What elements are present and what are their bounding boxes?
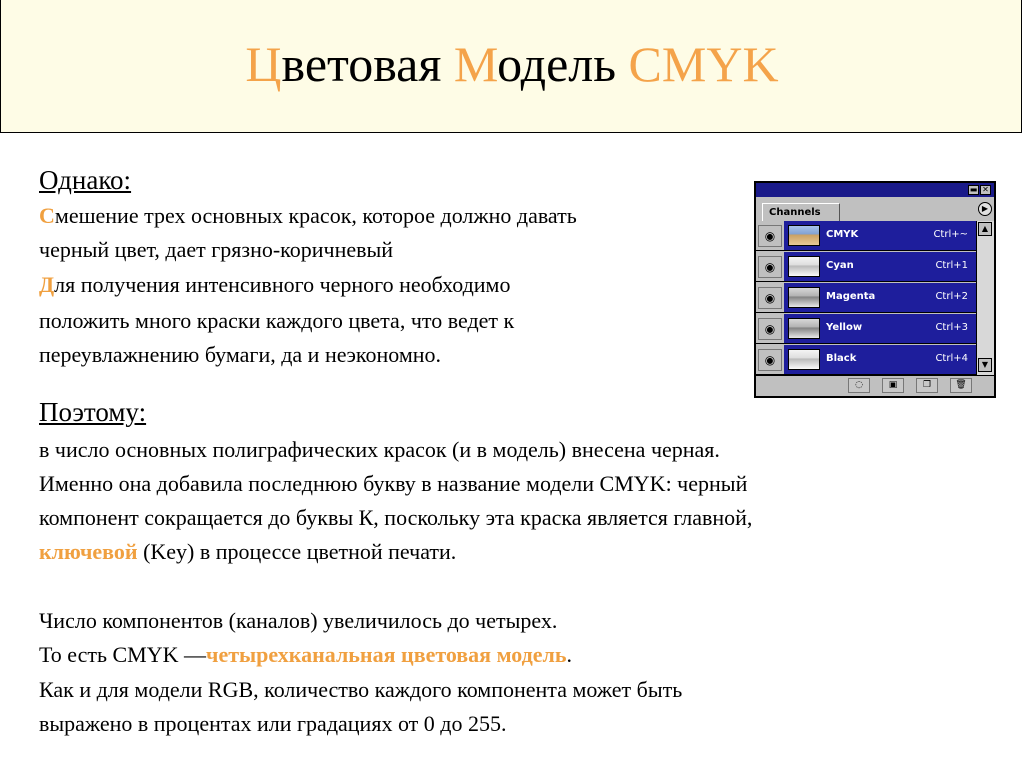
- save-selection-as-channel-icon[interactable]: ▣: [882, 378, 904, 393]
- channel-name: Yellow: [826, 322, 863, 333]
- section2-line6-end: .: [566, 642, 573, 667]
- channel-row-black[interactable]: [756, 345, 976, 375]
- minimize-icon[interactable]: ▬: [969, 185, 978, 194]
- channel-shortcut: Ctrl+~: [933, 229, 968, 240]
- section2-line8: выражено в процентах или градациях от 0 до 255.: [39, 711, 507, 736]
- channel-selection: [784, 221, 976, 250]
- section2-line1: в число основных полиграфических красок (и в модель) внесена черная.: [39, 437, 720, 462]
- channel-thumbnail: [788, 318, 820, 339]
- section2-line6-start: То есть CMYK —: [39, 642, 207, 667]
- panel-bottom-bar: [756, 375, 994, 396]
- channel-list: [756, 221, 976, 375]
- tab-channels[interactable]: Channels: [762, 203, 840, 221]
- highlight-klyuchevoy: ключевой: [39, 539, 138, 564]
- load-channel-as-selection-icon[interactable]: ◌: [848, 378, 870, 393]
- channel-row-magenta[interactable]: [756, 283, 976, 313]
- channel-thumbnail: [788, 256, 820, 277]
- channel-row-cmyk[interactable]: [756, 221, 976, 251]
- eye-icon[interactable]: ◉: [758, 349, 782, 371]
- panel-titlebar: [756, 183, 994, 197]
- trash-icon[interactable]: 🗑: [950, 378, 972, 393]
- eye-icon[interactable]: ◉: [758, 256, 782, 278]
- channel-row-cyan[interactable]: [756, 252, 976, 282]
- section1-line1: [39, 199, 577, 233]
- channel-row-yellow[interactable]: [756, 314, 976, 344]
- channel-shortcut: Ctrl+3: [935, 322, 968, 333]
- section1-line5: переувлажнению бумаги, да и неэкономно.: [39, 342, 442, 367]
- section2-line5: Число компонентов (каналов) увеличилось до четырех.: [39, 608, 558, 633]
- section1-p2-line1-text: ля получения интенсивного черного необходимо: [54, 272, 511, 297]
- title-word1-rest: ветовая: [281, 36, 454, 92]
- section1-line3: [39, 268, 510, 302]
- channel-selection: [784, 345, 976, 374]
- vertical-scrollbar[interactable]: [976, 221, 994, 375]
- channel-shortcut: Ctrl+2: [935, 291, 968, 302]
- title-cmyk: CMYK: [628, 36, 779, 92]
- scroll-up-icon[interactable]: ▲: [978, 222, 992, 236]
- channel-thumbnail: [788, 287, 820, 308]
- section1-p2-initial: Д: [39, 272, 55, 297]
- title-bar: [0, 0, 1022, 133]
- channel-name: Black: [826, 353, 857, 364]
- section2-line3: компонент сокращается до буквы К, поскольку эта краска является главной,: [39, 505, 753, 530]
- scroll-down-icon[interactable]: ▼: [978, 358, 992, 372]
- channel-thumbnail: [788, 349, 820, 370]
- channel-name: Magenta: [826, 291, 876, 302]
- channel-thumbnail: [788, 225, 820, 246]
- channel-name: CMYK: [826, 229, 859, 240]
- channels-panel: [754, 181, 996, 398]
- close-icon[interactable]: ✕: [980, 185, 991, 195]
- section1-p1-line1-text: мешение трех основных красок, которое должно давать: [54, 203, 577, 228]
- title-word2-rest: одель: [497, 36, 629, 92]
- section1-line4: положить много краски каждого цвета, что ведет к: [39, 308, 515, 333]
- section2-line4: [39, 535, 456, 569]
- channel-name: Cyan: [826, 260, 854, 271]
- eye-icon[interactable]: ◉: [758, 318, 782, 340]
- heading-odnako: Однако:: [39, 165, 132, 195]
- new-channel-icon[interactable]: ❐: [916, 378, 938, 393]
- channel-shortcut: Ctrl+1: [935, 260, 968, 271]
- panel-tab-row: [756, 197, 994, 221]
- eye-icon[interactable]: ◉: [758, 225, 782, 247]
- panel-menu-arrow-icon[interactable]: ▶: [978, 202, 992, 216]
- title-initial-c: Ц: [245, 36, 282, 92]
- highlight-four-channel-model: четырехканальная цветовая модель: [206, 642, 567, 667]
- section1-p1-initial: С: [39, 203, 55, 228]
- section1-line2: черный цвет, дает грязно-коричневый: [39, 237, 394, 262]
- title-initial-m: М: [453, 36, 498, 92]
- heading-poetomu: Поэтому:: [39, 397, 147, 427]
- section2-line2: Именно она добавила последнюю букву в название модели CMYK: черный: [39, 471, 748, 496]
- channel-selection: [784, 283, 976, 312]
- eye-icon[interactable]: ◉: [758, 287, 782, 309]
- section2-line6: [39, 638, 572, 672]
- channel-selection: [784, 314, 976, 343]
- section2-line4-rest: (Key) в процессе цветной печати.: [137, 539, 457, 564]
- page-title: [1, 34, 1023, 94]
- section2-line7: Как и для модели RGB, количество каждого компонента может быть: [39, 677, 683, 702]
- channel-selection: [784, 252, 976, 281]
- channel-shortcut: Ctrl+4: [935, 353, 968, 364]
